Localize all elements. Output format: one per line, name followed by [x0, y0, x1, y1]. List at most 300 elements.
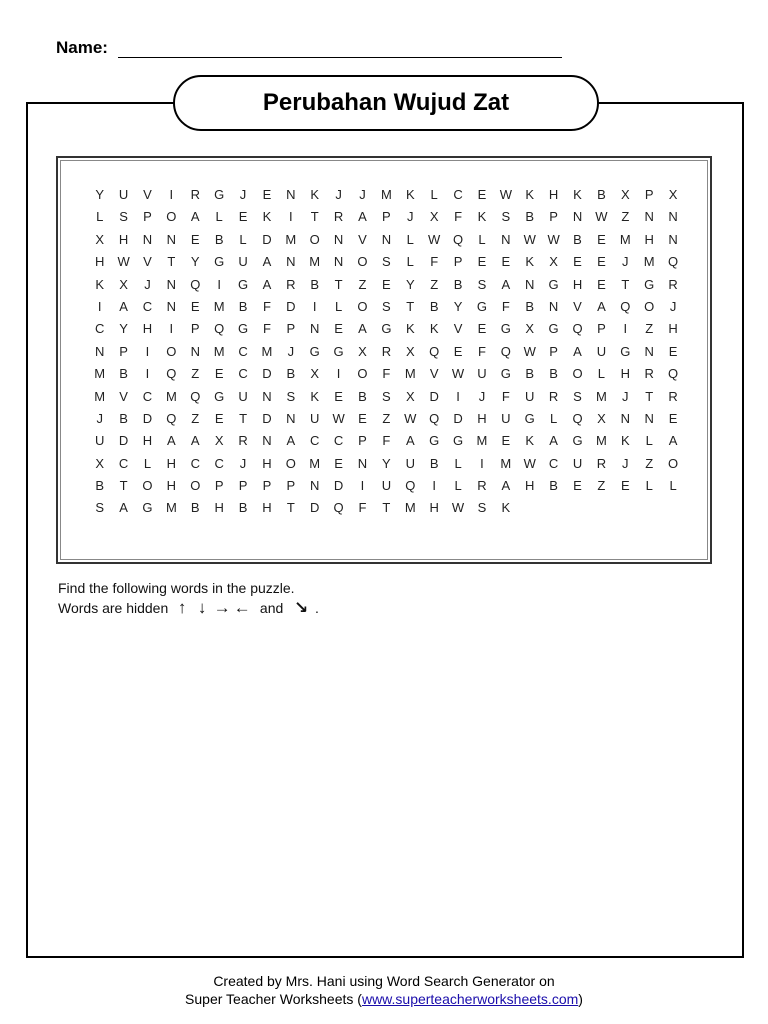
grid-letter: Q [668, 366, 679, 382]
grid-letter: Q [190, 388, 201, 404]
grid-letter: H [262, 500, 273, 516]
grid-letter: Z [358, 276, 367, 292]
grid-letter: E [190, 231, 201, 247]
grid-letter: X [95, 455, 105, 471]
grid-letter: E [334, 321, 344, 337]
grid-letter: X [214, 433, 224, 449]
grid-letter: G [381, 321, 392, 337]
grid-letter: B [358, 388, 368, 404]
grid-letter: L [645, 478, 654, 494]
grid-letter: U [238, 388, 249, 404]
grid-letter: B [214, 231, 224, 247]
grid-letter: O [644, 298, 655, 314]
grid-letter: Z [382, 410, 391, 426]
grid-letter: C [214, 455, 225, 471]
grid-letter: U [405, 455, 416, 471]
grid-letter: O [357, 366, 369, 382]
grid-letter: D [333, 478, 344, 494]
grid-letter: K [525, 433, 535, 449]
grid-letter: I [480, 455, 485, 471]
grid-letter: E [620, 478, 631, 494]
grid-letter: K [429, 321, 439, 337]
grid-letter: J [144, 276, 152, 292]
grid-letter: G [429, 433, 440, 449]
grid-letter: R [381, 343, 392, 359]
grid-letter: J [287, 343, 295, 359]
grid-letter: R [190, 187, 201, 202]
grid-letter: I [432, 478, 437, 494]
grid-letter: A [668, 433, 678, 449]
grid-letter: N [286, 410, 297, 426]
grid-letter: B [525, 298, 535, 314]
grid-letter: N [262, 388, 273, 404]
grid-letter: I [623, 321, 628, 337]
grid-letter: G [237, 276, 249, 292]
grid-letter: H [118, 231, 129, 247]
grid-letter: G [452, 433, 464, 449]
grid-letter: N [501, 231, 512, 247]
grid-letter: W [451, 366, 465, 382]
grid-letter: O [166, 209, 177, 225]
grid-letter: B [286, 366, 296, 382]
grid-letter: S [382, 298, 392, 314]
grid-letter: V [143, 254, 153, 270]
grid-letter: K [262, 209, 272, 225]
grid-letter: K [525, 254, 535, 270]
grid-letter: N [286, 187, 297, 202]
grid-letter: C [333, 433, 344, 449]
grid-letter: S [477, 500, 487, 516]
grid-letter: F [454, 209, 463, 225]
letter-grid [88, 184, 685, 520]
grid-letter: B [119, 410, 129, 426]
grid-letter: E [501, 254, 511, 270]
grid-letter: E [214, 366, 224, 382]
grid-letter: T [621, 276, 630, 292]
grid-letter: C [453, 187, 464, 202]
grid-letter: O [166, 343, 177, 359]
grid-letter: P [382, 209, 392, 225]
grid-letter: U [477, 366, 488, 382]
grid-letter: O [142, 478, 154, 494]
grid-letter: Y [382, 455, 392, 471]
grid-letter: H [429, 500, 440, 516]
grid-letter: W [595, 209, 609, 225]
grid-letter: A [549, 433, 559, 449]
grid-letter: H [142, 433, 153, 449]
grid-letter: V [143, 187, 153, 202]
footer-line-1: Created by Mrs. Hani using Word Search Generator on [213, 973, 555, 989]
instructions [58, 579, 319, 618]
grid-letter: I [145, 343, 150, 359]
grid-letter: E [453, 343, 463, 359]
grid-letter: Y [95, 187, 105, 202]
grid-letter: G [524, 410, 536, 426]
grid-letter: W [499, 187, 513, 202]
footer [0, 972, 768, 1008]
grid-letter: Q [429, 343, 440, 359]
grid-letter: I [169, 187, 174, 202]
grid-letter: P [119, 343, 129, 359]
grid-letter: I [360, 478, 365, 494]
grid-letter: W [523, 231, 537, 247]
grid-letter: F [477, 343, 487, 359]
grid-letter: S [382, 388, 392, 404]
grid-letter: R [548, 388, 559, 404]
grid-letter: E [477, 254, 487, 270]
grid-letter: N [644, 209, 655, 225]
grid-letter: I [336, 366, 341, 382]
grid-letter: E [597, 276, 607, 292]
grid-letter: N [357, 455, 368, 471]
grid-letter: E [358, 410, 368, 426]
grid-letter: U [310, 410, 320, 426]
grid-letter: M [285, 231, 297, 247]
grid-letter: Q [214, 321, 225, 337]
grid-letter: W [117, 254, 131, 270]
grid-letter: S [382, 254, 392, 270]
grid-letter: M [94, 366, 106, 382]
grid-letter: Q [668, 254, 679, 270]
grid-letter: E [597, 254, 607, 270]
grid-letter: T [334, 276, 344, 292]
grid-letter: A [262, 254, 272, 270]
grid-letter: A [405, 433, 416, 449]
grid-letter: J [96, 410, 104, 426]
grid-letter: T [119, 478, 129, 494]
grid-letter: Q [572, 321, 584, 337]
grid-letter: Y [405, 276, 416, 292]
grid-letter: I [312, 298, 318, 314]
grid-letter: E [214, 410, 224, 426]
grid-letter: W [523, 343, 537, 359]
grid-letter: U [572, 455, 583, 471]
grid-letter: N [644, 410, 655, 426]
grid-letter: B [597, 187, 607, 202]
grid-letter: A [358, 321, 368, 337]
grid-letter: M [213, 343, 226, 359]
grid-letter: I [169, 321, 174, 337]
grid-letter: B [549, 478, 559, 494]
grid-letter: P [238, 478, 248, 494]
grid-letter: N [190, 343, 201, 359]
grid-letter: D [310, 500, 320, 516]
grid-letter: Z [645, 321, 654, 337]
grid-letter: H [668, 321, 679, 337]
grid-letter: M [165, 388, 178, 404]
grid-letter: W [428, 231, 441, 247]
grid-letter: Q [429, 410, 440, 426]
grid-letter: L [550, 410, 558, 426]
footer-line-2 [0, 990, 768, 1008]
grid-letter: Z [621, 209, 630, 225]
grid-letter: M [643, 254, 656, 270]
grid-letter: B [573, 231, 583, 247]
grid-letter: Z [191, 410, 200, 426]
grid-letter: R [668, 276, 679, 292]
grid-letter: N [644, 343, 655, 359]
grid-letter: E [668, 343, 678, 359]
grid-letter: C [142, 298, 153, 314]
grid-letter: C [95, 321, 105, 337]
grid-letter: C [548, 455, 559, 471]
grid-letter: Q [405, 478, 416, 494]
grid-letter: E [334, 388, 344, 404]
grid-letter: G [214, 388, 225, 404]
grid-letter: E [573, 478, 583, 494]
grid-letter: X [119, 276, 129, 292]
grid-letter: A [573, 343, 583, 359]
grid-letter: F [382, 433, 391, 449]
grid-letter: K [405, 321, 416, 337]
grid-letter: U [95, 433, 105, 449]
grid-letter: Q [190, 276, 201, 292]
grid-letter: A [119, 500, 129, 516]
grid-letter: X [549, 254, 559, 270]
grid-letter: G [237, 321, 249, 337]
grid-letter: J [622, 254, 630, 270]
grid-letter: R [596, 455, 607, 471]
grid-letter: H [142, 321, 153, 337]
instructions-and: and [259, 600, 284, 616]
grid-letter: M [595, 388, 608, 404]
grid-letter: I [289, 209, 294, 225]
grid-letter: Y [453, 298, 463, 314]
grid-letter: U [238, 254, 249, 270]
grid-letter: Q [572, 410, 584, 426]
grid-letter: G [142, 500, 154, 516]
grid-letter: P [143, 209, 153, 225]
grid-letter: O [357, 254, 369, 270]
grid-letter: N [310, 478, 320, 494]
grid-letter: L [669, 478, 678, 494]
grid-letter: V [573, 298, 583, 314]
grid-letter: T [239, 410, 248, 426]
grid-letter: H [477, 410, 488, 426]
grid-letter: S [573, 388, 583, 404]
grid-letter: A [597, 298, 607, 314]
grid-letter: E [501, 433, 511, 449]
grid-letter: S [477, 276, 487, 292]
grid-letter: L [215, 209, 224, 225]
grid-letter: D [262, 410, 273, 426]
grid-letter: M [94, 388, 106, 404]
grid-letter: N [668, 231, 679, 247]
grid-letter: P [214, 478, 224, 494]
grid-letter: T [382, 500, 391, 516]
grid-letter: D [262, 366, 273, 382]
grid-letter: D [286, 298, 297, 314]
grid-letter: L [239, 231, 248, 247]
grid-letter: T [167, 254, 176, 270]
grid-letter: D [429, 388, 440, 404]
grid-letter: P [358, 433, 368, 449]
grid-letter: X [405, 388, 416, 404]
grid-letter: H [644, 231, 655, 247]
grid-letter: B [238, 298, 248, 314]
grid-letter: L [430, 187, 439, 202]
grid-letter: U [525, 388, 535, 404]
grid-letter: W [332, 410, 346, 426]
grid-letter: F [358, 500, 367, 516]
name-label: Name: [56, 38, 108, 57]
grid-letter: L [406, 254, 415, 270]
grid-letter: N [166, 298, 177, 314]
grid-letter: X [620, 187, 631, 202]
left-arrow-icon: ← [233, 598, 251, 617]
grid-letter: W [404, 410, 417, 426]
grid-letter: E [668, 410, 678, 426]
grid-letter: L [478, 231, 487, 247]
grid-letter: H [166, 478, 177, 494]
grid-letter: V [119, 388, 129, 404]
grid-letter: K [405, 187, 416, 202]
grid-letter: L [334, 298, 343, 314]
grid-letter: F [262, 298, 272, 314]
footer-prefix: Super Teacher Worksheets ( [185, 991, 362, 1007]
footer-suffix: ) [578, 991, 583, 1007]
grid-letter: K [95, 276, 105, 292]
grid-letter: B [429, 455, 439, 471]
grid-letter: Z [645, 455, 654, 471]
grid-letter: G [620, 343, 631, 359]
grid-letter: J [335, 187, 343, 202]
grid-letter: N [620, 410, 631, 426]
grid-letter: A [262, 276, 272, 292]
grid-letter: M [404, 500, 417, 516]
grid-letter: V [429, 366, 439, 382]
grid-letter: P [549, 343, 559, 359]
grid-letter: G [500, 321, 512, 337]
grid-letter: O [285, 455, 297, 471]
grid-letter: M [619, 231, 632, 247]
grid-letter: K [477, 209, 487, 225]
grid-letter: T [645, 388, 654, 404]
grid-letter: W [451, 500, 465, 516]
grid-letter: Z [430, 276, 439, 292]
grid-letter: M [309, 254, 321, 270]
grid-letter: L [597, 366, 606, 382]
grid-letter: X [95, 231, 105, 247]
grid-letter: Q [166, 410, 177, 426]
grid-letter: R [286, 276, 297, 292]
grid-letter: N [668, 209, 679, 225]
grid-letter: M [404, 366, 417, 382]
grid-letter: J [359, 187, 367, 202]
grid-letter: N [166, 276, 177, 292]
grid-letter: R [477, 478, 488, 494]
grid-letter: Q [333, 500, 345, 516]
grid-letter: T [286, 500, 296, 516]
grid-letter: K [310, 388, 320, 404]
grid-letter: X [668, 187, 678, 202]
grid-letter: A [358, 209, 368, 225]
grid-letter: J [478, 388, 486, 404]
down-arrow-icon: ↓ [197, 598, 207, 617]
grid-letter: A [286, 433, 296, 449]
grid-letter: P [286, 321, 296, 337]
grid-letter: X [597, 410, 607, 426]
grid-letter: C [238, 343, 249, 359]
grid-letter: H [572, 276, 583, 292]
grid-letter: Q [166, 366, 177, 382]
grid-letter: L [143, 455, 152, 471]
grid-letter: B [525, 366, 535, 382]
instructions-period: . [314, 600, 319, 616]
grid-letter: D [453, 410, 464, 426]
grid-letter: R [668, 388, 679, 404]
grid-letter: D [262, 231, 273, 247]
name-line[interactable] [118, 57, 562, 58]
grid-letter: E [190, 298, 201, 314]
grid-letter: H [262, 455, 273, 471]
grid-letter: P [190, 321, 201, 337]
grid-letter: H [95, 254, 105, 270]
grid-letter: N [572, 209, 583, 225]
grid-letter: G [644, 276, 655, 292]
footer-link[interactable]: www.superteacherworksheets.com [361, 991, 579, 1007]
grid-letter: A [167, 433, 177, 449]
grid-letter: P [597, 321, 607, 337]
grid-letter: D [118, 433, 129, 449]
grid-letter: X [429, 209, 439, 225]
grid-letter: N [548, 298, 559, 314]
grid-letter: Z [191, 366, 200, 382]
grid-letter: G [214, 187, 225, 202]
grid-letter: E [573, 254, 583, 270]
grid-letter: B [525, 209, 535, 225]
grid-letter: R [333, 209, 344, 225]
grid-letter: P [644, 187, 655, 202]
grid-letter: O [572, 366, 584, 382]
grid-letter: E [238, 209, 248, 225]
grid-letter: D [142, 410, 153, 426]
grid-letter: C [142, 388, 153, 404]
grid-letter: S [286, 388, 296, 404]
grid-letter: B [119, 366, 129, 382]
grid-letter: G [500, 366, 512, 382]
grid-letter: E [382, 276, 392, 292]
grid-letter: E [334, 455, 344, 471]
instructions-prefix: Words are hidden [58, 600, 169, 616]
grid-letter: K [501, 500, 511, 516]
grid-letter: T [406, 298, 415, 314]
grid-letter: G [333, 343, 345, 359]
grid-letter: P [549, 209, 559, 225]
grid-letter: Z [597, 478, 606, 494]
grid-letter: H [525, 478, 535, 494]
grid-letter: C [118, 455, 129, 471]
grid-letter: C [190, 455, 201, 471]
grid-letter: U [596, 343, 607, 359]
grid-letter: J [407, 209, 415, 225]
grid-letter: E [477, 321, 487, 337]
grid-letter: I [217, 276, 222, 292]
grid-letter: A [190, 209, 201, 225]
diagonal-down-right-arrow-icon: ↘ [293, 598, 309, 617]
grid-letter: O [309, 231, 321, 247]
grid-letter: J [239, 455, 247, 471]
grid-letter: U [118, 187, 129, 202]
grid-letter: Y [119, 321, 129, 337]
grid-letter: L [96, 209, 104, 225]
grid-letter: X [525, 321, 535, 337]
grid-letter: M [595, 433, 608, 449]
grid-letter: F [382, 366, 391, 382]
grid-letter: H [620, 366, 631, 382]
grid-letter: B [310, 276, 320, 292]
grid-letter: P [262, 478, 272, 494]
